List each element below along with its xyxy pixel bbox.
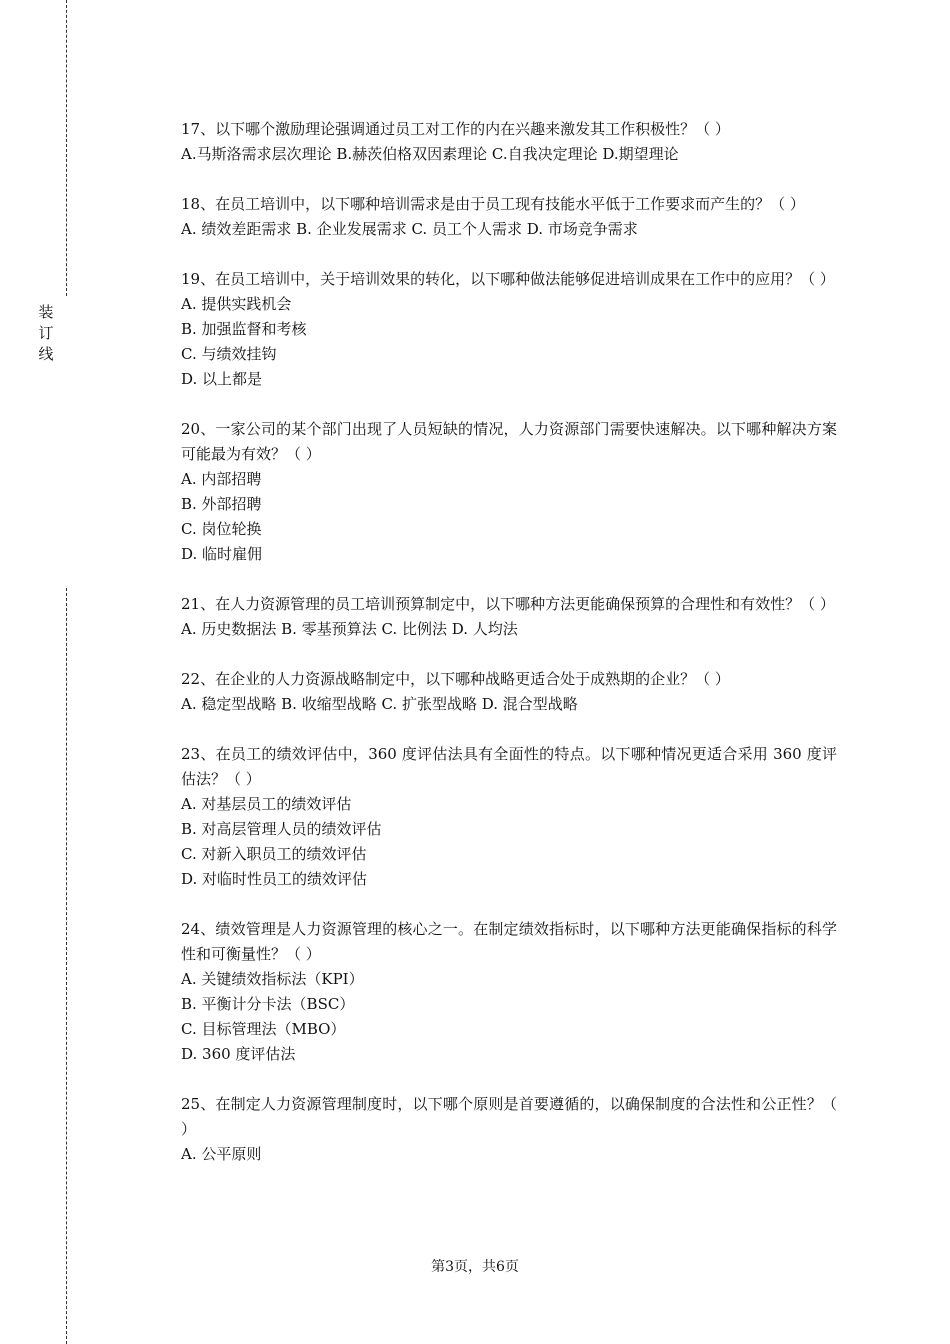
option-d: D. 对临时性员工的绩效评估 xyxy=(181,870,368,888)
option-b: B. 平衡计分卡法（BSC） xyxy=(181,995,355,1013)
option-a: A. 公平原则 xyxy=(181,1145,262,1163)
options-inline: A. 绩效差距需求 B. 企业发展需求 C. 员工个人需求 D. 市场竞争需求 xyxy=(181,220,638,238)
question-21 xyxy=(181,592,837,642)
question-stem: 24、绩效管理是人力资源管理的核心之一。在制定绩效指标时，以下哪种方法更能确保指标的科学性和可衡量性？（ ） xyxy=(181,920,837,963)
binding-line-bottom xyxy=(66,588,67,1344)
option-b: B. 外部招聘 xyxy=(181,495,262,513)
question-stem: 23、在员工的绩效评估中，360 度评估法具有全面性的特点。以下哪种情况更适合采用 360 度评估法？（ ） xyxy=(181,745,837,788)
question-17 xyxy=(181,117,837,167)
binding-label: 装订线 xyxy=(38,303,54,363)
question-stem: 17、以下哪个激励理论强调通过员工对工作的内在兴趣来激发其工作积极性？（ ） xyxy=(181,120,730,138)
options-inline: A. 历史数据法 B. 零基预算法 C. 比例法 D. 人均法 xyxy=(181,620,518,638)
question-stem: 18、在员工培训中，以下哪种培训需求是由于员工现有技能水平低于工作要求而产生的？（ ） xyxy=(181,195,805,213)
question-list xyxy=(181,117,837,1192)
question-stem: 22、在企业的人力资源战略制定中，以下哪种战略更适合处于成熟期的企业？（ ） xyxy=(181,670,730,688)
page-number-footer: 第3页，共6页 xyxy=(431,1259,519,1275)
options-inline: A.马斯洛需求层次理论 B.赫茨伯格双因素理论 C.自我决定理论 D.期望理论 xyxy=(181,145,679,163)
question-stem: 19、在员工培训中，关于培训效果的转化，以下哪种做法能够促进培训成果在工作中的应用？（ ） xyxy=(181,270,835,288)
option-c: C. 目标管理法（MBO） xyxy=(181,1020,346,1038)
option-c: C. 岗位轮换 xyxy=(181,520,262,538)
option-d: D. 以上都是 xyxy=(181,370,263,388)
option-b: B. 对高层管理人员的绩效评估 xyxy=(181,820,382,838)
option-a: A. 关键绩效指标法（KPI） xyxy=(181,970,364,988)
option-d: D. 360 度评估法 xyxy=(181,1045,296,1063)
question-stem: 25、在制定人力资源管理制度时，以下哪个原则是首要遵循的，以确保制度的合法性和公正性？（ ） xyxy=(181,1095,837,1138)
option-c: C. 与绩效挂钩 xyxy=(181,345,277,363)
option-c: C. 对新入职员工的绩效评估 xyxy=(181,845,367,863)
question-24 xyxy=(181,917,837,1067)
question-25 xyxy=(181,1092,837,1167)
option-a: A. 内部招聘 xyxy=(181,470,262,488)
option-a: A. 提供实践机会 xyxy=(181,295,292,313)
binding-line-top xyxy=(66,0,67,296)
question-19 xyxy=(181,267,837,392)
option-a: A. 对基层员工的绩效评估 xyxy=(181,795,352,813)
question-20 xyxy=(181,417,837,567)
question-18 xyxy=(181,192,837,242)
question-stem: 21、在人力资源管理的员工培训预算制定中，以下哪种方法更能确保预算的合理性和有效性？（ ） xyxy=(181,595,835,613)
question-22 xyxy=(181,667,837,717)
question-23 xyxy=(181,742,837,892)
question-stem: 20、一家公司的某个部门出现了人员短缺的情况，人力资源部门需要快速解决。以下哪种解决方案可能最为有效？（ ） xyxy=(181,420,837,463)
options-inline: A. 稳定型战略 B. 收缩型战略 C. 扩张型战略 D. 混合型战略 xyxy=(181,695,578,713)
option-d: D. 临时雇佣 xyxy=(181,545,263,563)
option-b: B. 加强监督和考核 xyxy=(181,320,307,338)
